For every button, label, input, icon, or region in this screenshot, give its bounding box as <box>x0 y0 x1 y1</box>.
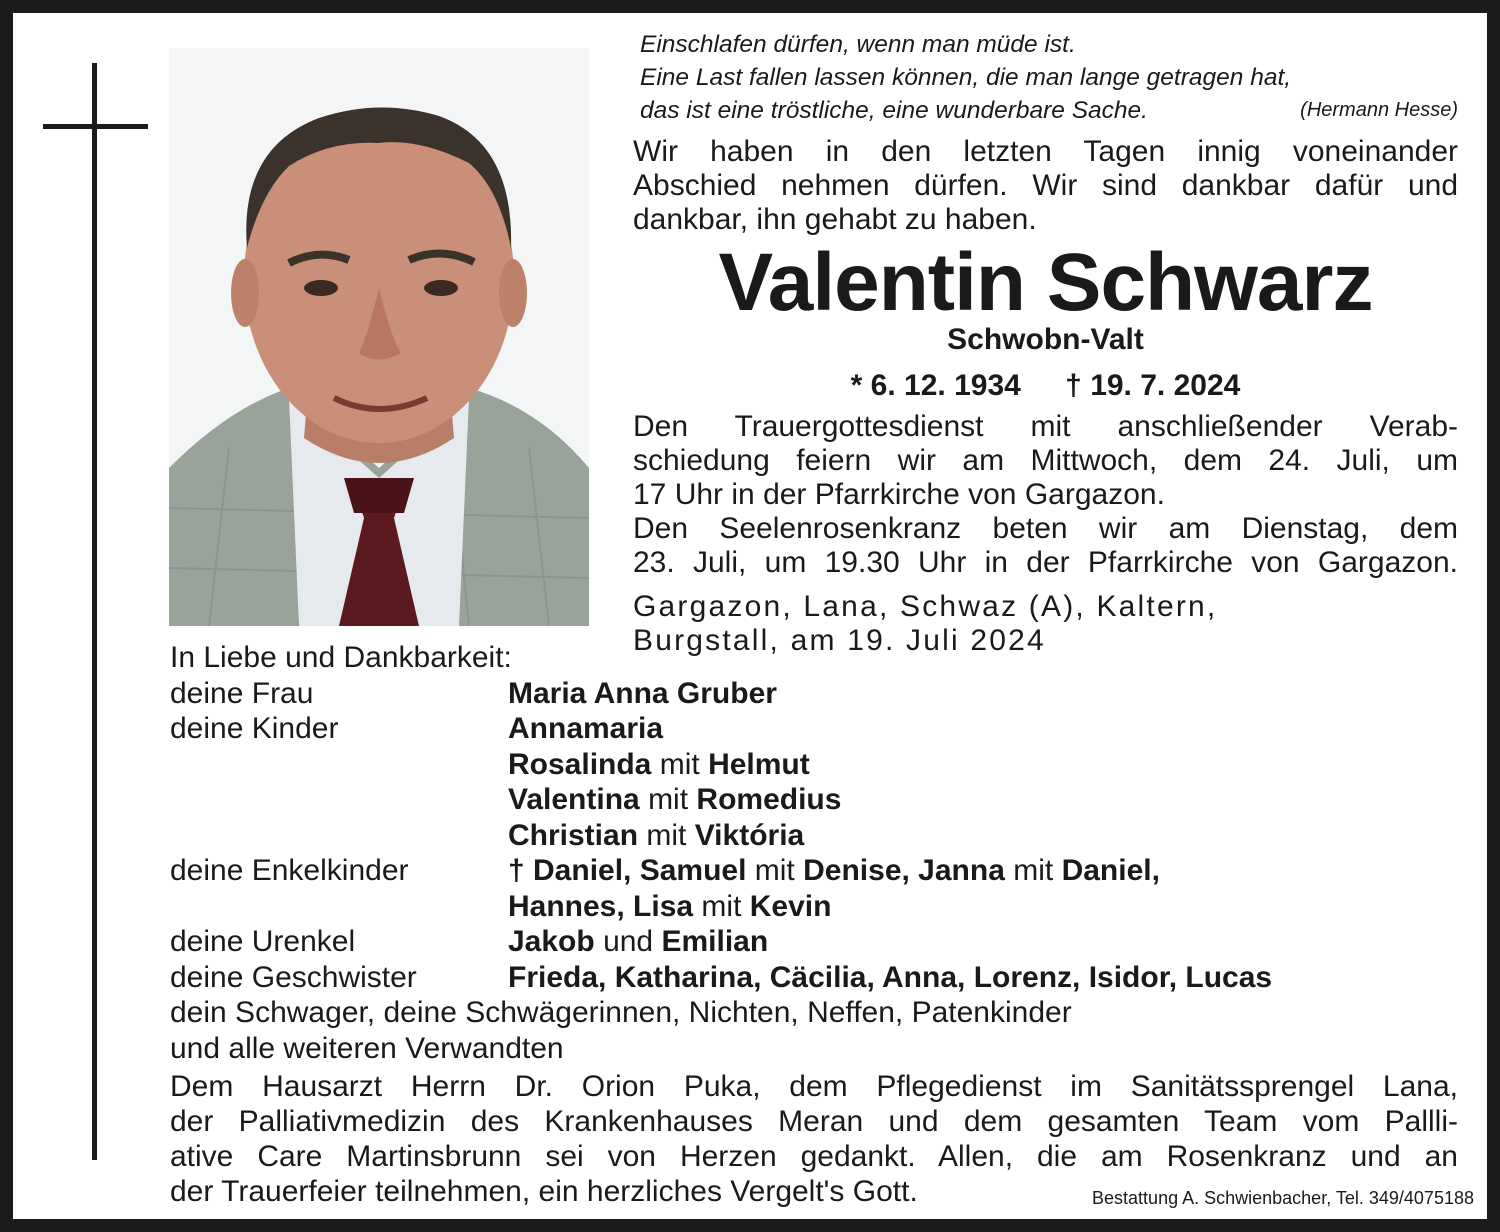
quote-author: (Hermann Hesse) <box>1300 99 1458 121</box>
list-item <box>170 924 1272 960</box>
list-item <box>170 889 1272 925</box>
portrait-photo <box>169 48 589 626</box>
mourner-name: Maria Anna Gruber <box>508 676 777 710</box>
birth-date: * 6. 12. 1934 <box>850 369 1021 402</box>
list-item <box>170 747 1272 783</box>
portrait-illustration <box>169 48 589 626</box>
service-line: 23. Juli, um 19.30 Uhr in der Pfarrkirche von Gargazon. <box>633 546 1458 579</box>
connector-word: mit <box>659 747 700 781</box>
life-dates <box>633 368 1458 404</box>
relation-label: deine Frau <box>170 676 314 710</box>
list-item <box>170 782 1272 818</box>
mourner-name: Viktória <box>694 818 805 852</box>
list-item <box>170 676 1272 712</box>
relation-label: deine Kinder <box>170 712 339 745</box>
mourner-name: Frieda, Katharina, Cäcilia, Anna, Lorenz, Isidor, Lucas <box>508 960 1273 994</box>
mourner-name: Kevin <box>749 889 832 923</box>
cross-icon-vertical-bar <box>92 63 97 1160</box>
connector-word: mit <box>1013 854 1054 887</box>
thanks-line: der Trauerfeier teilnehmen, ein herzliches Vergelt's Gott. <box>170 1175 918 1208</box>
mourner-name: Valentina <box>508 783 640 816</box>
undertaker-credit: Bestattung A. Schwienbacher, Tel. 349/4075188 <box>1092 1188 1474 1208</box>
connector-word: mit <box>646 818 687 852</box>
mourner-name: Hannes, Lisa <box>508 889 694 923</box>
mourner-name: Rosalinda <box>508 747 652 781</box>
list-item <box>170 853 1272 889</box>
mourner-name: Romedius <box>696 783 842 816</box>
relation-label: deine Urenkel <box>170 925 356 958</box>
thanks-line: ative Care Martinsbrunn sei von Herzen gedankt. Allen, die am Rosenkranz und an <box>170 1140 1458 1173</box>
service-paragraph <box>633 410 1458 580</box>
service-line: Den Seelenrosenkranz beten wir am Dienstag, dem <box>633 512 1458 545</box>
list-item <box>170 960 1272 996</box>
connector-word: mit <box>648 783 689 816</box>
mourner-name: † Daniel, Samuel <box>508 854 747 887</box>
list-item <box>170 711 1272 747</box>
list-item <box>170 818 1272 854</box>
relation-label: deine Enkelkinder <box>170 854 409 887</box>
service-line: Den Trauergottesdienst mit anschließender Verab- <box>633 410 1458 443</box>
mourner-name: Annamaria <box>508 712 664 745</box>
place-line: Gargazon, Lana, Schwaz (A), Kaltern, <box>633 590 1218 623</box>
intro-line: Abschied nehmen dürfen. Wir sind dankbar dafür und <box>633 169 1458 202</box>
other-relatives-line: und alle weiteren Verwandten <box>170 1031 564 1065</box>
mourner-name: Emilian <box>661 925 769 958</box>
place-line: Burgstall, am 19. Juli 2024 <box>633 624 1046 657</box>
service-line: 17 Uhr in der Pfarrkirche von Gargazon. <box>633 478 1165 511</box>
deceased-nickname: Schwobn-Valt <box>947 323 1144 356</box>
mourner-name: Christian <box>508 818 639 852</box>
mourners-list <box>170 640 1272 1066</box>
connector-word: mit <box>701 889 742 923</box>
intro-line: Wir haben in den letzten Tagen innig voneinander <box>633 135 1458 168</box>
thanks-line: der Palliativmedizin des Krankenhauses Meran und dem gesamten Team vom Pallli- <box>170 1105 1458 1138</box>
deceased-name: Valentin Schwarz <box>718 237 1373 328</box>
relation-label: deine Geschwister <box>170 960 417 994</box>
connector-word: und <box>603 925 654 958</box>
quote-line: das ist eine tröstliche, eine wunderbare Sache. <box>640 97 1148 124</box>
mourner-name: Jakob <box>508 925 595 958</box>
death-date: † 19. 7. 2024 <box>1065 369 1241 402</box>
service-line: schiedung feiern wir am Mittwoch, dem 24. Juli, um <box>633 444 1458 477</box>
mourner-name: Denise, Janna <box>803 854 1005 887</box>
mourner-name: Helmut <box>708 747 810 781</box>
intro-paragraph <box>633 135 1458 237</box>
intro-line: dankbar, ihn gehabt zu haben. <box>633 203 1037 236</box>
mourner-name: Daniel, <box>1061 854 1160 887</box>
quote-line: Einschlafen dürfen, wenn man müde ist. <box>640 31 1076 58</box>
hesse-quote <box>640 28 1460 127</box>
quote-line: Eine Last fallen lassen können, die man lange getragen hat, <box>640 64 1292 91</box>
other-relatives-line: dein Schwager, deine Schwägerinnen, Nichten, Neffen, Patenkinder <box>170 996 1072 1029</box>
connector-word: mit <box>754 854 795 887</box>
thanks-line: Dem Hausarzt Herrn Dr. Orion Puka, dem Pflegedienst im Sanitätssprengel Lana, <box>170 1070 1458 1103</box>
cross-icon-horizontal-bar <box>43 124 148 129</box>
mourners-heading: In Liebe und Dankbarkeit: <box>170 641 512 674</box>
